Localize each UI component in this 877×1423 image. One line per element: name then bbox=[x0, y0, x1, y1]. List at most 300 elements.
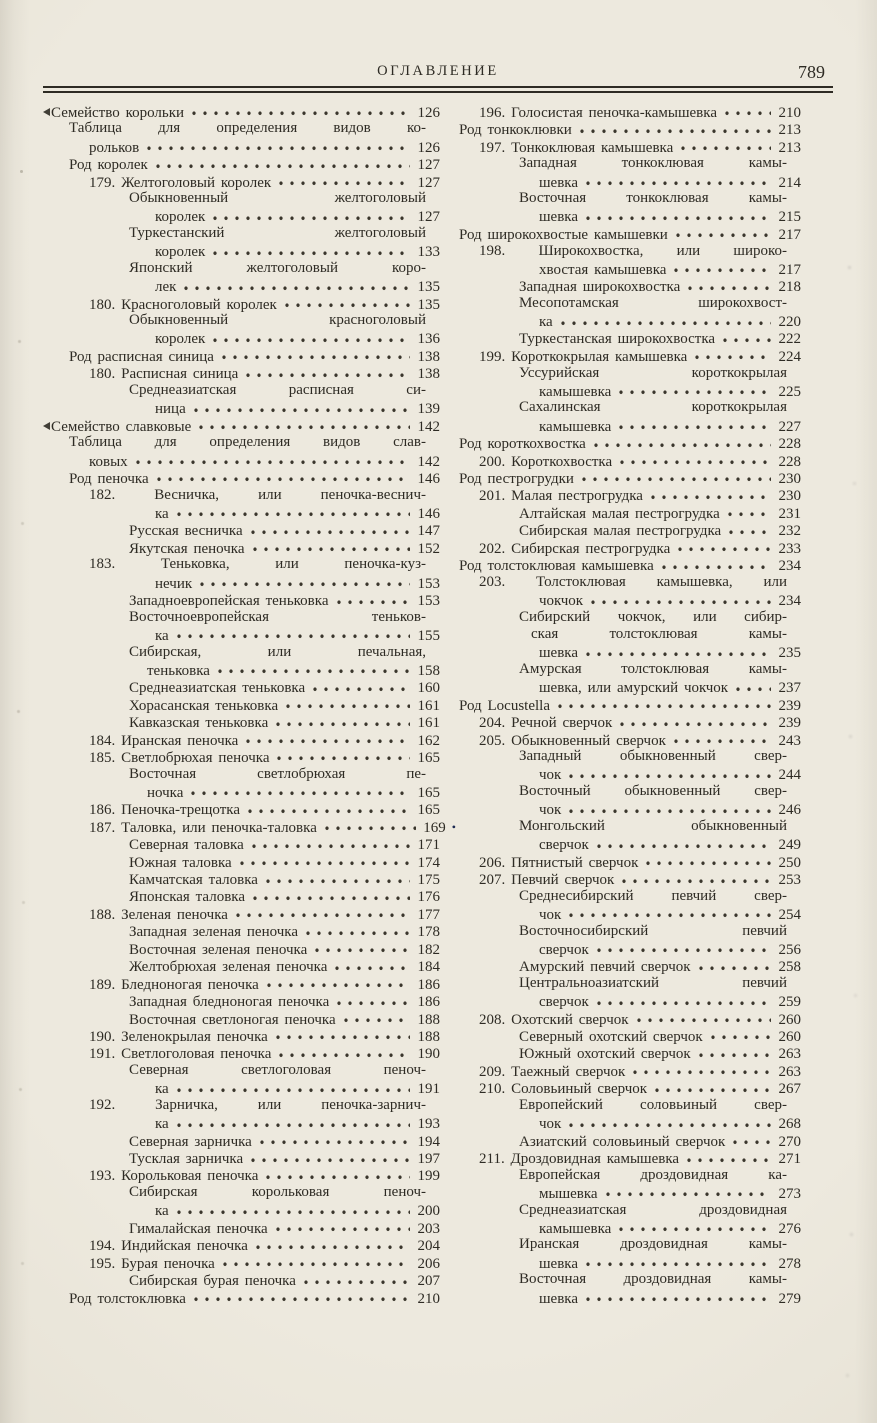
page-number: 127 bbox=[417, 174, 440, 191]
toc-line bbox=[459, 1236, 801, 1253]
toc-line bbox=[43, 731, 440, 748]
toc-line bbox=[43, 277, 440, 294]
toc-line bbox=[459, 312, 801, 329]
dot-leader bbox=[686, 277, 771, 291]
dot-leader bbox=[697, 1045, 771, 1059]
page-number: 239 bbox=[778, 697, 801, 714]
toc-line bbox=[459, 522, 801, 539]
toc-line bbox=[43, 1097, 440, 1114]
toc-line bbox=[459, 382, 801, 399]
toc-line bbox=[459, 748, 801, 765]
toc-line bbox=[43, 556, 440, 573]
entry-title: шевка bbox=[539, 209, 579, 226]
page-number: 176 bbox=[417, 889, 440, 906]
entry-title: 200. Короткохвостка bbox=[479, 453, 613, 470]
toc-line bbox=[43, 365, 440, 382]
toc-line bbox=[43, 835, 440, 852]
dot-leader bbox=[211, 243, 410, 257]
dot-leader bbox=[726, 504, 771, 518]
entry-title: Кавказская теньковка bbox=[129, 715, 269, 732]
entry-title: Обыкновенный желтоголовый bbox=[129, 190, 426, 207]
dot-leader bbox=[134, 452, 410, 466]
toc-line bbox=[459, 609, 801, 626]
page-number: 224 bbox=[778, 348, 801, 365]
entry-title: 211. Дроздовидная камышевка bbox=[479, 1151, 680, 1168]
dot-leader bbox=[584, 173, 771, 187]
toc-line bbox=[459, 975, 801, 992]
page-number: 210 bbox=[417, 1290, 440, 1307]
dot-leader bbox=[672, 260, 771, 274]
entry-title: Сибирская бурая пеночка bbox=[129, 1273, 296, 1290]
page-number: 146 bbox=[417, 470, 440, 487]
page-number: 225 bbox=[778, 383, 801, 400]
dot-leader bbox=[302, 1271, 410, 1285]
toc-line bbox=[459, 1062, 801, 1079]
dot-leader bbox=[154, 155, 410, 169]
entry-title: ковых bbox=[89, 453, 128, 470]
page-number: 153 bbox=[417, 575, 440, 592]
toc-line bbox=[459, 661, 801, 678]
dot-leader bbox=[672, 731, 771, 745]
page-number: 177 bbox=[417, 906, 440, 923]
entry-title: Восточный обыкновенный свер- bbox=[519, 783, 787, 800]
toc-line bbox=[43, 626, 440, 643]
page-number: 147 bbox=[417, 523, 440, 540]
dot-leader bbox=[617, 1219, 771, 1233]
entry-title: Семейство славковые bbox=[51, 418, 192, 435]
page-number: 231 bbox=[778, 505, 801, 522]
page-number: 146 bbox=[417, 505, 440, 522]
toc-line bbox=[459, 731, 801, 748]
dot-leader bbox=[189, 783, 410, 797]
toc-line bbox=[459, 888, 801, 905]
dot-leader bbox=[589, 591, 771, 605]
page-number: 232 bbox=[778, 523, 801, 540]
entry-title: 180. Расписная синица bbox=[89, 366, 239, 383]
entry-title: Таблица для определения видов ко- bbox=[69, 120, 426, 137]
page-number: 204 bbox=[417, 1238, 440, 1255]
toc-line bbox=[459, 277, 801, 294]
entry-title: 208. Охотский сверчок bbox=[479, 1011, 629, 1028]
entry-title: чок bbox=[539, 802, 562, 819]
toc-line bbox=[459, 1027, 801, 1044]
entry-title: Амурская толстоклювая камы- bbox=[519, 661, 787, 677]
toc-line bbox=[459, 574, 801, 591]
entry-title: 179. Желтоголовый королек bbox=[89, 174, 272, 191]
dot-leader bbox=[283, 295, 410, 309]
entry-title: Монгольский обыкновенный bbox=[519, 817, 787, 834]
entry-title: ка bbox=[155, 1081, 169, 1098]
toc-line bbox=[459, 434, 801, 451]
dot-leader bbox=[264, 870, 410, 884]
entry-title: 201. Малая пестрогрудка bbox=[479, 488, 643, 505]
dot-leader bbox=[238, 853, 410, 867]
toc-line bbox=[459, 260, 801, 277]
dot-leader bbox=[556, 696, 771, 710]
page-number: 171 bbox=[417, 837, 440, 854]
entry-title: Европейский соловьиный свер- bbox=[519, 1096, 787, 1113]
toc-line bbox=[43, 417, 440, 434]
dot-leader bbox=[584, 644, 771, 658]
entry-title: Камчатская таловка bbox=[129, 872, 258, 889]
toc-line bbox=[43, 678, 440, 695]
dot-leader bbox=[216, 661, 410, 675]
entry-title: Северная светлоголовая пеноч- bbox=[129, 1062, 426, 1079]
toc-line bbox=[459, 783, 801, 800]
entry-title: Северный охотский сверчок bbox=[519, 1028, 703, 1045]
dot-leader bbox=[220, 347, 410, 361]
page-number: 220 bbox=[778, 314, 801, 331]
dot-leader bbox=[175, 1114, 410, 1128]
entry-title: лек bbox=[155, 279, 177, 296]
page-number: 230 bbox=[778, 470, 801, 487]
dot-leader bbox=[175, 1202, 410, 1216]
page-number: 199 bbox=[417, 1168, 440, 1185]
entry-title: 184. Иранская пеночка bbox=[89, 732, 239, 749]
dot-leader bbox=[246, 801, 410, 815]
entry-title: 191. Светлоголовая пеночка bbox=[89, 1046, 272, 1063]
toc-line bbox=[459, 1202, 801, 1219]
entry-title: ка bbox=[539, 314, 553, 331]
entry-title: 194. Индийская пеночка bbox=[89, 1238, 248, 1255]
toc-line bbox=[43, 1045, 440, 1062]
toc-columns bbox=[43, 103, 833, 1306]
entry-title: Японский желтоголовый коро- bbox=[129, 259, 426, 276]
margin-wedge-icon bbox=[43, 108, 50, 116]
entry-title: 197. Тонкоклювая камышевка bbox=[479, 139, 674, 156]
toc-line bbox=[43, 190, 440, 207]
page-number: 260 bbox=[778, 1028, 801, 1045]
dot-leader bbox=[567, 766, 771, 780]
toc-line bbox=[43, 487, 440, 504]
page-number: 228 bbox=[778, 436, 801, 453]
toc-line bbox=[43, 801, 440, 818]
toc-line bbox=[459, 347, 801, 364]
toc-line bbox=[43, 783, 440, 800]
toc-line bbox=[43, 1027, 440, 1044]
entry-title: Южный охотский сверчок bbox=[519, 1046, 691, 1063]
entry-title: Центральноазиатский певчий bbox=[519, 974, 787, 991]
entry-title: Сибирский чокчок, или сибир- bbox=[519, 608, 787, 625]
toc-line bbox=[43, 434, 440, 451]
page-number: 268 bbox=[778, 1116, 801, 1133]
page-number: 279 bbox=[778, 1290, 801, 1307]
toc-line bbox=[459, 365, 801, 382]
dot-leader bbox=[584, 1289, 771, 1303]
toc-line bbox=[459, 992, 801, 1009]
dot-leader bbox=[234, 905, 410, 919]
entry-title: 203. Толстоклювая камышевка, или bbox=[479, 573, 787, 590]
toc-line bbox=[43, 1236, 440, 1253]
toc-line bbox=[43, 208, 440, 225]
entry-title: 206. Пятнистый сверчок bbox=[479, 854, 639, 871]
dot-leader bbox=[274, 1219, 410, 1233]
page-number: 127 bbox=[417, 209, 440, 226]
page-number: 259 bbox=[778, 994, 801, 1011]
dot-leader bbox=[620, 870, 771, 884]
dot-leader bbox=[617, 382, 771, 396]
toc-line bbox=[43, 347, 440, 364]
toc-line bbox=[459, 1080, 801, 1097]
entry-title: сверчок bbox=[539, 941, 589, 958]
page-number: 126 bbox=[417, 139, 440, 156]
dot-leader bbox=[618, 452, 771, 466]
entry-title: шевка bbox=[539, 174, 579, 191]
margin-wedge-icon bbox=[43, 422, 50, 430]
dot-leader bbox=[660, 556, 771, 570]
page-number: 165 bbox=[417, 802, 440, 819]
page-number: 182 bbox=[417, 941, 440, 958]
page-number: 165 bbox=[417, 749, 440, 766]
entry-title: ка bbox=[155, 1116, 169, 1133]
page-number: 263 bbox=[778, 1046, 801, 1063]
entry-title: 192. Зарничка, или пеночка-зарнич- bbox=[89, 1096, 426, 1113]
dot-leader bbox=[275, 748, 410, 762]
entry-title: Восточная дроздовидная камы- bbox=[519, 1271, 787, 1288]
toc-line bbox=[43, 1062, 440, 1079]
entry-title: Амурский певчий сверчок bbox=[519, 959, 691, 976]
entry-title: Азиатский соловьиный сверчок bbox=[519, 1133, 726, 1150]
entry-title: Северная таловка bbox=[129, 837, 244, 854]
page-number: 263 bbox=[778, 1063, 801, 1080]
page-number: 270 bbox=[778, 1133, 801, 1150]
toc-line bbox=[459, 1271, 801, 1288]
page-number: 161 bbox=[417, 697, 440, 714]
toc-line bbox=[43, 574, 440, 591]
entry-title: Западноевропейская теньковка bbox=[129, 593, 329, 610]
toc-line bbox=[43, 696, 440, 713]
toc-line bbox=[459, 1097, 801, 1114]
entry-title: Сибирская корольковая пеноч- bbox=[129, 1184, 426, 1201]
dot-leader bbox=[618, 713, 771, 727]
page-number: 256 bbox=[778, 941, 801, 958]
page-number: 191 bbox=[417, 1081, 440, 1098]
dot-leader bbox=[251, 888, 410, 902]
dot-leader bbox=[567, 905, 771, 919]
page-number: 215 bbox=[778, 209, 801, 226]
entry-title: чокчок bbox=[539, 593, 584, 610]
page-number: 273 bbox=[778, 1185, 801, 1202]
dot-leader bbox=[211, 330, 410, 344]
page-number: 200 bbox=[417, 1203, 440, 1220]
toc-line bbox=[459, 155, 801, 172]
page-number: 138 bbox=[417, 366, 440, 383]
page-number: 235 bbox=[778, 645, 801, 662]
entry-title: Уссурийская короткокрылая bbox=[519, 364, 787, 381]
toc-line bbox=[43, 330, 440, 347]
toc-line bbox=[43, 609, 440, 626]
entry-title: рольков bbox=[89, 139, 140, 156]
toc-line bbox=[43, 975, 440, 992]
entry-title: Обыкновенный красноголовый bbox=[129, 312, 426, 329]
dot-leader bbox=[190, 103, 410, 117]
entry-title: 188. Зеленая пеночка bbox=[89, 906, 228, 923]
entry-title: ка bbox=[155, 1203, 169, 1220]
page-number: 178 bbox=[417, 924, 440, 941]
toc-line bbox=[43, 713, 440, 730]
toc-line bbox=[43, 1114, 440, 1131]
dot-leader bbox=[559, 312, 771, 326]
dot-leader bbox=[175, 626, 410, 640]
toc-line bbox=[459, 678, 801, 695]
page-number: 244 bbox=[778, 767, 801, 784]
entry-title: Хорасанская теньковка bbox=[129, 697, 279, 714]
toc-line bbox=[459, 399, 801, 416]
entry-title: 202. Сибирская пестрогрудка bbox=[479, 540, 671, 557]
entry-title: чок bbox=[539, 1116, 562, 1133]
entry-title: Южная таловка bbox=[129, 854, 232, 871]
toc-line bbox=[459, 696, 801, 713]
entry-title: Среднеазиатская дроздовидная bbox=[519, 1201, 787, 1218]
entry-title: Род широкохвостые камышевки bbox=[459, 226, 668, 243]
toc-line bbox=[43, 957, 440, 974]
toc-line bbox=[459, 417, 801, 434]
toc-line bbox=[43, 225, 440, 242]
entry-title: Таблица для определения видов слав- bbox=[69, 434, 426, 451]
toc-line bbox=[459, 940, 801, 957]
page-number: 153 bbox=[417, 593, 440, 610]
ink-dot-mark: • bbox=[451, 819, 456, 834]
page-number: 228 bbox=[778, 453, 801, 470]
header-double-rule bbox=[43, 86, 833, 93]
page-number: 234 bbox=[778, 558, 801, 575]
entry-title: Род толстоклювка bbox=[69, 1290, 186, 1307]
dot-leader bbox=[311, 678, 410, 692]
entry-title: Род королек bbox=[69, 157, 148, 174]
entry-title: сверчок bbox=[539, 994, 589, 1011]
page-number: 135 bbox=[417, 279, 440, 296]
entry-title: сверчок bbox=[539, 837, 589, 854]
toc-line bbox=[459, 225, 801, 242]
entry-title: Род расписная синица bbox=[69, 348, 214, 365]
page-number: 197 bbox=[417, 1151, 440, 1168]
page-number: 249 bbox=[778, 837, 801, 854]
dot-leader bbox=[264, 1167, 410, 1181]
dot-leader bbox=[221, 1254, 410, 1268]
toc-line bbox=[459, 801, 801, 818]
page-number: 207 bbox=[417, 1273, 440, 1290]
entry-title: нечик bbox=[155, 575, 193, 592]
page-number: 234 bbox=[778, 593, 801, 610]
toc-line bbox=[43, 992, 440, 1009]
dot-leader bbox=[567, 1114, 771, 1128]
toc-line bbox=[459, 173, 801, 190]
entry-title: Род короткохвостка bbox=[459, 436, 586, 453]
entry-title: шевка bbox=[539, 1290, 579, 1307]
page-number: 188 bbox=[417, 1028, 440, 1045]
toc-line bbox=[459, 923, 801, 940]
entry-title: Сахалинская короткокрылая bbox=[519, 399, 787, 416]
toc-line bbox=[43, 138, 440, 155]
toc-line bbox=[459, 1114, 801, 1131]
page-number: 254 bbox=[778, 906, 801, 923]
toc-line bbox=[43, 1010, 440, 1027]
dot-leader bbox=[604, 1184, 771, 1198]
page-number: 142 bbox=[417, 418, 440, 435]
entry-title: 180. Красноголовый королек bbox=[89, 296, 277, 313]
toc-line bbox=[43, 504, 440, 521]
toc-line bbox=[43, 260, 440, 277]
entry-title: Западная зеленая пеночка bbox=[129, 924, 298, 941]
entry-title: 207. Певчий сверчок bbox=[479, 872, 615, 889]
page-number: 186 bbox=[417, 976, 440, 993]
toc-line bbox=[459, 190, 801, 207]
toc-line bbox=[43, 853, 440, 870]
toc-line bbox=[43, 155, 440, 172]
page-number: 136 bbox=[417, 331, 440, 348]
page-number: 158 bbox=[417, 662, 440, 679]
page-number: 213 bbox=[778, 122, 801, 139]
entry-title: Северная зарничка bbox=[129, 1133, 252, 1150]
dot-leader bbox=[182, 277, 410, 291]
page-number: 155 bbox=[417, 627, 440, 644]
toc-line bbox=[43, 1254, 440, 1271]
page-number: 142 bbox=[417, 453, 440, 470]
entry-title: Восточная тонкоклювая камы- bbox=[519, 190, 787, 207]
page-number: 214 bbox=[778, 174, 801, 191]
dot-leader bbox=[277, 173, 410, 187]
dot-leader bbox=[250, 835, 410, 849]
entry-title: чок bbox=[539, 767, 562, 784]
toc-line bbox=[43, 888, 440, 905]
toc-line bbox=[459, 1219, 801, 1236]
toc-line bbox=[459, 1254, 801, 1271]
page-number: 152 bbox=[417, 540, 440, 557]
dot-leader bbox=[635, 1010, 771, 1024]
entry-title: Семейство корольки bbox=[51, 104, 185, 121]
dot-leader bbox=[617, 417, 771, 431]
toc-line bbox=[43, 818, 456, 836]
toc-line bbox=[43, 452, 440, 469]
dot-leader bbox=[313, 940, 410, 954]
toc-line bbox=[43, 1167, 440, 1184]
entry-title: Японская таловка bbox=[129, 889, 245, 906]
entry-title: Восточная светлобрюхая пе- bbox=[129, 765, 426, 782]
dot-leader bbox=[653, 1080, 771, 1094]
toc-line bbox=[43, 1184, 440, 1201]
toc-line bbox=[459, 853, 801, 870]
page-number: 161 bbox=[417, 715, 440, 732]
dot-leader bbox=[192, 399, 410, 413]
dot-leader bbox=[676, 539, 771, 553]
entry-title: королек bbox=[155, 244, 206, 261]
page-number: 127 bbox=[417, 157, 440, 174]
page-number: 174 bbox=[417, 854, 440, 871]
toc-line bbox=[43, 591, 440, 608]
toc-line bbox=[459, 1149, 801, 1166]
dot-leader bbox=[211, 208, 410, 222]
toc-line bbox=[459, 539, 801, 556]
entry-title: 183. Теньковка, или пеночка-куз- bbox=[89, 556, 426, 573]
entry-title: камышевка bbox=[539, 1220, 612, 1237]
dot-leader bbox=[727, 522, 771, 536]
toc-line bbox=[43, 1219, 440, 1236]
dot-leader bbox=[258, 1132, 410, 1146]
page-number: 271 bbox=[778, 1151, 801, 1168]
dot-leader bbox=[244, 731, 410, 745]
toc-line bbox=[459, 1132, 801, 1149]
entry-title: Европейская дроздовидная ка- bbox=[519, 1166, 787, 1183]
page-number: 258 bbox=[778, 959, 801, 976]
page-number: 246 bbox=[778, 802, 801, 819]
page-number: 267 bbox=[778, 1081, 801, 1098]
toc-line bbox=[43, 469, 440, 486]
page-number: 213 bbox=[778, 139, 801, 156]
page-number: 278 bbox=[778, 1255, 801, 1272]
dot-leader bbox=[251, 539, 410, 553]
dot-leader bbox=[335, 591, 411, 605]
entry-title: шевка bbox=[539, 1255, 579, 1272]
